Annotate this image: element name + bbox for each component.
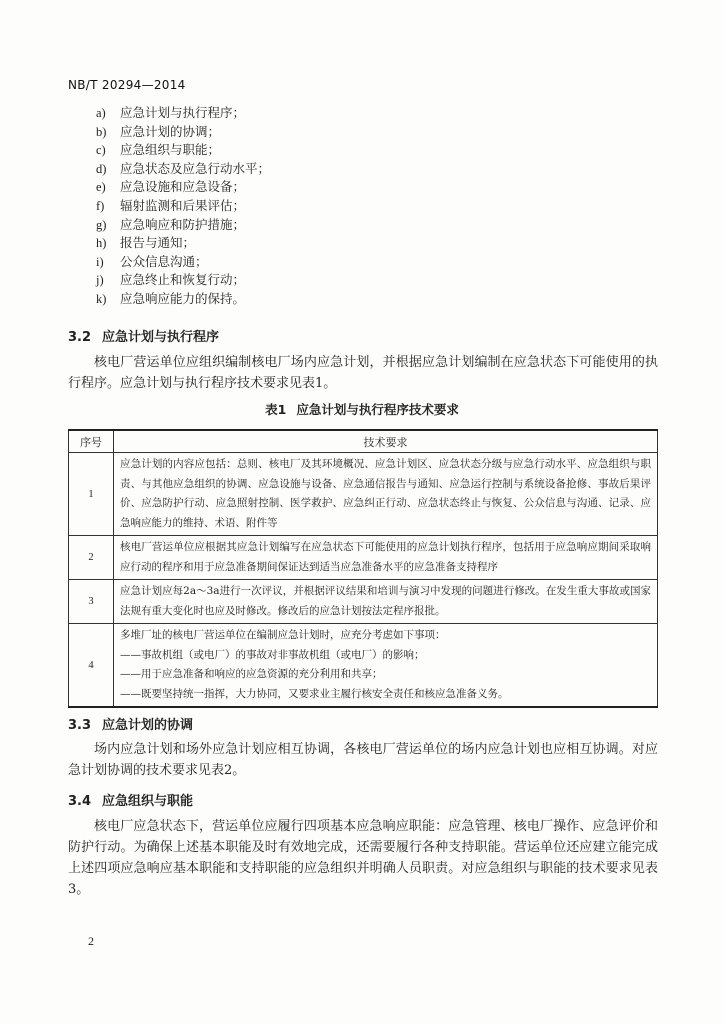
list-marker: d) — [96, 161, 107, 176]
table-caption — [0, 400, 724, 418]
requirement-line: ——用于应急准备和响应的应急资源的充分利用和共享； — [120, 668, 383, 680]
list-item — [96, 234, 270, 253]
list-item — [96, 160, 270, 179]
requirement-line: 核电厂营运单位应根据其应急计划编写在应急状态下可能使用的应急计划执行程序，包括用于应急响应期间采取响应行动的程序和用于应急准备期间保证达到适当应急准备水平的应急准备支持程序 — [120, 541, 651, 573]
row-requirement — [114, 580, 658, 624]
list-text: 应急设施和应急设备； — [120, 179, 246, 195]
list-marker: i) — [96, 254, 104, 269]
list-marker: k) — [96, 291, 107, 306]
list-marker: a) — [96, 106, 106, 120]
list-text: 应急响应和防护措施； — [120, 216, 246, 232]
list-text: 公众信息沟通； — [120, 253, 208, 269]
requirement-line: ——事故机组（或电厂）的事故对非事故机组（或电厂）的影响； — [120, 648, 425, 661]
list-item — [96, 290, 270, 309]
list-text: 应急响应能力的保持。 — [120, 290, 246, 306]
list-item — [96, 197, 270, 216]
section-paragraph-3-4: 核电厂应急状态下，营运单位应履行四项基本应急响应职能：应急管理、核电厂操作、应急评价和防护行动。为确保上述基本职能及时有效地完成，还需要履行各种支持职能。营运单位还应建立能完成上述四项应急响应基本职能和支持职能的应急组织并明确人员职责。对应急组织与职能的技术要求见表3。 — [68, 819, 658, 897]
row-requirement — [114, 536, 658, 580]
list-marker: b) — [96, 124, 107, 139]
list-marker: h) — [96, 236, 107, 251]
section-title: 应急组织与职能 — [102, 794, 194, 809]
list-marker: e) — [96, 180, 106, 195]
list-text: 应急状态及应急行动水平； — [120, 160, 271, 176]
page-number: 2 — [88, 934, 94, 948]
list-text: 应急组织与职能； — [120, 142, 221, 158]
table-title: 应急计划与执行程序技术要求 — [296, 402, 459, 417]
requirements-table — [68, 429, 658, 708]
list-marker: g) — [96, 217, 107, 232]
row-number: 2 — [69, 536, 114, 580]
requirement-line: 应急计划的内容应包括：总则、核电厂及其环境概况、应急计划区、应急状态分级与应急行动水平、应急组织与职责、与其他应急组织的协调、应急设施与设备、应急通信报告与通知、应急运行控制与系统设备抢修、事故后果评价、应急防护行动、应急照射控制、医学救护、应急纠正行动、应急状态终止与恢复、公众信息与沟通、记录、应急响应能力的维持、术语、附件等 — [120, 458, 651, 529]
list-text: 应急计划的协调； — [120, 123, 221, 139]
list-marker: f) — [96, 198, 105, 213]
table-row — [69, 624, 658, 708]
section-number: 3.2 — [68, 330, 92, 345]
row-number: 1 — [69, 453, 114, 536]
table-row — [69, 580, 658, 624]
list-marker: j) — [96, 273, 104, 288]
content-list — [96, 104, 270, 309]
section-title: 应急计划与执行程序 — [102, 330, 220, 345]
table-row — [69, 536, 658, 580]
section-heading-3-4 — [68, 790, 193, 809]
section-heading-3-2 — [68, 326, 219, 345]
list-text: 应急计划与执行程序； — [120, 105, 246, 120]
list-item — [96, 253, 270, 272]
section-paragraph-3-3: 场内应急计划和场外应急计划应相互协调，各核电厂营运单位的场内应急计划也应相互协调。对应急计划协调的技术要求见表2。 — [68, 742, 658, 778]
section-heading-3-3 — [68, 714, 193, 733]
list-item — [96, 104, 270, 123]
list-item — [96, 271, 270, 290]
requirement-line: 应急计划应每2a～3a进行一次评议，并根据评议结果和培训与演习中发现的问题进行修改。在发生重大事故或国家法规有重大变化时也应及时修改。修改后的应急计划按法定程序报批。 — [120, 585, 651, 617]
row-number: 3 — [69, 580, 114, 624]
list-text: 报告与通知； — [120, 235, 196, 251]
section-number: 3.3 — [68, 718, 92, 733]
standard-code: NB/T 20294—2014 — [68, 78, 186, 92]
section-title: 应急计划的协调 — [102, 718, 194, 733]
header-no: 序号 — [69, 430, 114, 453]
list-item — [96, 141, 270, 160]
table-number: 表1 — [265, 402, 287, 417]
row-number: 4 — [69, 624, 114, 708]
requirement-line: ——既要坚持统一指挥，大力协同，又要求业主履行核安全责任和核应急准备义务。 — [120, 687, 509, 700]
table-row — [69, 453, 658, 536]
list-text: 应急终止和恢复行动； — [120, 272, 246, 288]
row-requirement — [114, 453, 658, 536]
table-header-row — [69, 430, 658, 453]
list-marker: c) — [96, 143, 106, 158]
requirement-line: 多堆厂址的核电厂营运单位在编制应急计划时，应充分考虑如下事项： — [120, 629, 446, 641]
section-number: 3.4 — [68, 794, 92, 809]
list-item — [96, 178, 270, 197]
row-requirement — [114, 624, 658, 708]
section-paragraph-3-2: 核电厂营运单位应组织编制核电厂场内应急计划，并根据应急计划编制在应急状态下可能使用的执行程序。应急计划与执行程序技术要求见表1。 — [68, 355, 658, 391]
list-item — [96, 216, 270, 235]
list-text: 辐射监测和后果评估； — [120, 197, 246, 213]
header-req: 技术要求 — [114, 430, 658, 453]
list-item — [96, 123, 270, 142]
